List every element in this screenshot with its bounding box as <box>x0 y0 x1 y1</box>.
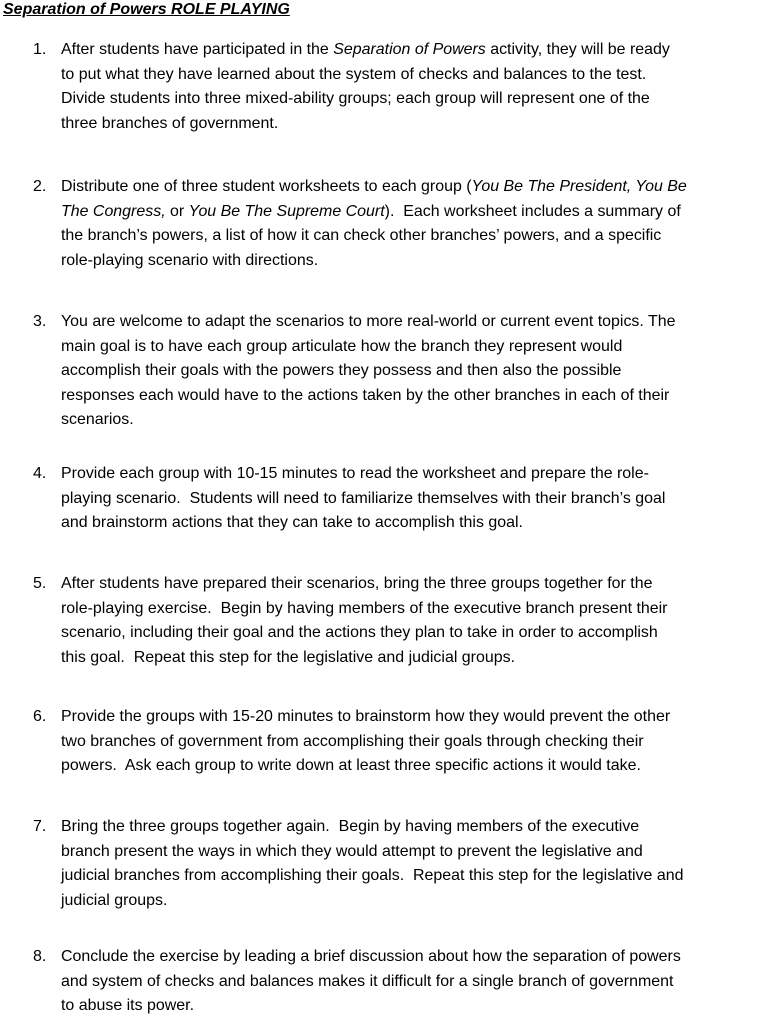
text-line <box>61 249 766 274</box>
list-item-number: 3. <box>33 313 47 330</box>
text-line <box>61 730 766 755</box>
document-title: Separation of Powers ROLE PLAYING <box>3 1 290 18</box>
text-line <box>61 840 766 865</box>
text-line <box>61 87 766 112</box>
text-line <box>61 224 766 249</box>
text-segment: or <box>165 202 189 220</box>
text-line <box>61 754 766 779</box>
list-item-number: 2. <box>33 178 47 195</box>
list-item-number: 1. <box>33 41 47 58</box>
text-line <box>61 994 766 1019</box>
text-segment: the branch’s powers, a list of how it can check other branches’ powers, and a specific <box>61 227 662 244</box>
list-item-number: 5. <box>33 575 47 592</box>
text-line <box>61 487 766 512</box>
text-line <box>61 597 766 622</box>
text-segment: to put what they have learned about the system of checks and balances to the test. <box>61 65 647 83</box>
text-segment: this goal. Repeat this step for the legislative and judicial groups. <box>61 648 516 666</box>
list-item-number: 6. <box>33 708 47 725</box>
text-segment: two branches of government from accomplishing their goals through checking their <box>61 732 644 750</box>
text-segment: scenarios. <box>61 411 134 428</box>
list-item-text <box>61 945 768 1019</box>
text-segment: role-playing exercise. Begin by having members of the executive branch present their <box>61 599 668 617</box>
text-line <box>61 646 766 671</box>
text-line <box>61 815 766 840</box>
text-line <box>61 200 766 225</box>
text-line <box>61 359 766 384</box>
text-line <box>61 384 766 409</box>
text-segment: Divide students into three mixed-ability groups; each group will represent one of the <box>61 90 650 107</box>
list-item-number: 8. <box>33 948 47 965</box>
list-item-text <box>61 38 768 136</box>
text-segment: activity, they will be ready <box>485 41 670 58</box>
list-item-text <box>61 462 768 536</box>
text-line <box>61 38 766 63</box>
text-segment: judicial branches from accomplishing their goals. Repeat this step for the legislative and <box>61 867 684 884</box>
text-line <box>61 462 766 487</box>
text-segment: accomplish their goals with the powers they possess and then also the possible <box>61 362 622 379</box>
italic-text: You Be The President, You Be <box>471 178 687 195</box>
text-line <box>61 408 766 433</box>
text-segment: role-playing scenario with directions. <box>61 251 319 269</box>
text-line <box>61 175 766 200</box>
text-segment: scenario, including their goal and the actions they plan to take in order to accomplish <box>61 624 658 641</box>
text-segment: powers. Ask each group to write down at least three specific actions it would take. <box>61 757 641 774</box>
text-line <box>61 572 766 597</box>
text-line <box>61 889 766 914</box>
text-segment: Bring the three groups together again. Begin by having members of the executive <box>61 818 640 835</box>
list-item-text <box>61 572 768 670</box>
text-segment: branch present the ways in which they would attempt to prevent the legislative and <box>61 842 643 860</box>
text-segment: After students have participated in the <box>61 41 334 58</box>
text-segment: three branches of government. <box>61 114 279 132</box>
text-line <box>61 335 766 360</box>
list-item-number: 4. <box>33 465 47 482</box>
list-item-text <box>61 310 768 433</box>
italic-text: The Congress, <box>61 202 166 220</box>
text-segment: ). Each worksheet includes a summary of <box>384 202 681 220</box>
text-line <box>61 970 766 995</box>
text-segment: Provide the groups with 15-20 minutes to brainstorm how they would prevent the other <box>61 708 671 725</box>
text-segment: and system of checks and balances makes it difficult for a single branch of government <box>61 972 674 990</box>
text-segment: Conclude the exercise by leading a brief discussion about how the separation of powers <box>61 948 681 965</box>
text-line <box>61 705 766 730</box>
list-item-text <box>61 815 768 913</box>
text-line <box>61 621 766 646</box>
text-segment: You are welcome to adapt the scenarios to more real-world or current event topics. The <box>61 313 676 330</box>
italic-text: Separation of Powers <box>333 41 486 58</box>
text-segment: responses each would have to the actions taken by the other branches in each of their <box>61 386 670 404</box>
text-line <box>61 112 766 137</box>
text-segment: to abuse its power. <box>61 997 195 1014</box>
text-line <box>61 864 766 889</box>
list-item-text <box>61 175 768 273</box>
text-line <box>61 63 766 88</box>
text-line <box>61 511 766 536</box>
text-segment: judicial groups. <box>61 891 168 909</box>
text-line <box>61 310 766 335</box>
text-segment: Provide each group with 10-15 minutes to read the worksheet and prepare the role- <box>61 465 649 482</box>
text-segment: and brainstorm actions that they can take to accomplish this goal. <box>61 514 523 531</box>
italic-text: You Be The Supreme Court <box>188 202 385 220</box>
list-item-text <box>61 705 768 779</box>
text-segment: After students have prepared their scenarios, bring the three groups together for the <box>61 575 653 592</box>
text-segment: Distribute one of three student worksheets to each group ( <box>61 178 472 195</box>
text-segment: main goal is to have each group articulate how the branch they represent would <box>61 337 623 355</box>
text-segment: playing scenario. Students will need to familiarize themselves with their branch’s goal <box>61 489 666 507</box>
text-line <box>61 945 766 970</box>
list-item-number: 7. <box>33 818 47 835</box>
